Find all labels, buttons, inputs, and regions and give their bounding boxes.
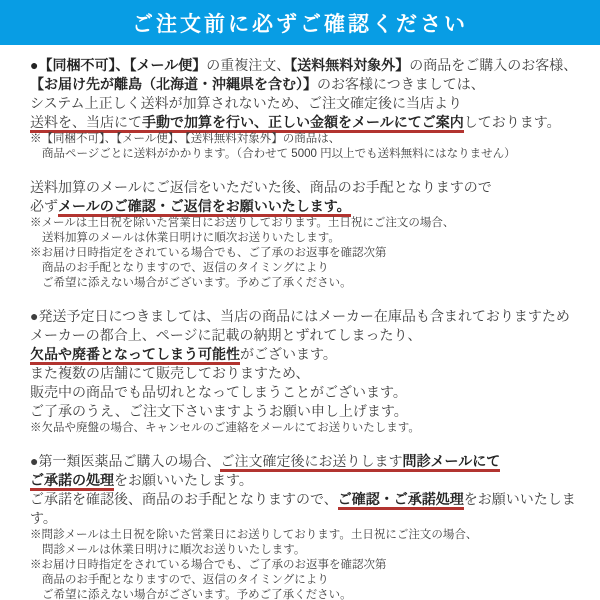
text-segment: のお客様につきましては、 [317,76,485,92]
red-underlined-text: 送料を、当店にて [30,114,142,133]
notice-section-1 [30,56,584,162]
text-line [30,231,584,246]
text-line [30,452,584,471]
text-line [30,543,584,558]
text-line [30,261,584,276]
text-line [30,421,584,436]
text-line [30,56,584,75]
text-segment: 問診メールは休業日明けに順次お送りいたします。 [42,544,306,556]
red-underlined-text: ご承諾の処理 [30,472,114,491]
notice-section-4 [30,452,584,600]
text-segment: がございます。 [240,346,337,362]
text-segment: ご希望に添えない場合がございます。予めご了承ください。 [42,277,352,289]
red-underlined-text: 手動で加算を行い、正しい金額をメールにてご案内 [142,114,464,133]
text-line [30,402,584,421]
text-segment: ※お届け日時指定をされている場合でも、ご了承のお返事を確認次第 [30,247,387,259]
text-segment: ※お届け日時指定をされている場合でも、ご了承のお返事を確認次第 [30,559,387,571]
text-segment: の商品をご購入のお客様、 [409,57,578,73]
red-underlined-text: メールのご確認・ご返信をお願いいたします。 [58,198,351,217]
text-line [30,276,584,291]
text-segment: 【送料無料対象外】 [290,57,410,73]
text-line [30,132,584,147]
text-segment: 販売中の商品でも品切れとなってしまうことがございます。 [30,384,407,400]
red-underlined-text: ご注文確定後にお送りします [220,453,402,472]
red-underlined-text: 問診メールにて [402,453,500,472]
text-line [30,528,584,543]
text-segment: ご希望に添えない場合がございます。予めご了承ください。 [42,589,352,600]
text-segment: をお願いいたします。 [114,472,253,488]
text-segment: ● [30,57,39,73]
notice-section-3 [30,307,584,436]
text-segment: ご承諾を確認後、商品のお手配となりますので、 [30,491,338,507]
text-line [30,147,584,162]
text-segment: ●発送予定日につきましては、当店の商品にはメーカー在庫品も含まれておりますため [30,308,570,324]
notice-title: ご注文前に必ずご確認ください [132,12,468,36]
text-segment: メーカーの都合上、ページに記載の納期とずれてしまったり、 [30,327,422,343]
text-segment: しております。 [463,114,561,130]
text-line [30,364,584,383]
text-segment: ※欠品や廃盤の場合、キャンセルのご連絡をメールにてお送りいたします。 [30,422,420,434]
red-underlined-text: 欠品や廃番となってしまう可能性 [30,346,240,365]
text-segment: ご了承のうえ、ご注文下さいますようお願い申し上げます。 [30,403,408,419]
text-segment: システム上正しく送料が加算されないため、ご注文確定後に当店より [30,95,463,111]
text-segment: 商品ページごとに送料がかかります。（合わせて 5000 円以上でも送料無料にはなりません） [42,148,516,160]
text-line [30,307,584,326]
text-segment: 必ず [30,198,58,214]
text-line [30,345,584,364]
text-line [30,178,584,197]
notice-header-banner [0,0,600,45]
text-line [30,246,584,261]
text-line [30,558,584,573]
text-line [30,94,584,113]
red-underlined-text: ご確認・ご承諾処理 [338,491,464,510]
text-line [30,573,584,588]
text-segment: ※【同梱不可】、【メール便】、【送料無料対象外】の商品は、 [30,133,341,145]
text-line [30,216,584,231]
text-line [30,490,584,528]
text-segment: 送料加算のメールにご返信をいただいた後、商品のお手配となりますので [30,179,492,195]
notice-section-2 [30,178,584,291]
text-segment: 商品のお手配となりますので、返信のタイミングにより [42,262,329,274]
text-segment: 【お届け先が離島（北海道・沖縄県を含む）】 [30,76,317,92]
text-line [30,383,584,402]
text-segment: 送料加算のメールは休業日明けに順次お送りいたします。 [42,232,340,244]
notice-body [0,45,600,600]
text-line [30,588,584,600]
text-segment: また複数の店舗にて販売しておりますため、 [30,365,310,381]
text-line [30,75,584,94]
text-line [30,197,584,216]
text-segment: 商品のお手配となりますので、返信のタイミングにより [42,574,329,586]
text-line [30,326,584,345]
text-segment: ※問診メールは土日祝を除いた営業日にお送りしております。土日祝にご注文の場合、 [30,529,478,541]
text-line [30,471,584,490]
text-line [30,113,584,132]
text-segment: ●第一類医薬品ご購入の場合、 [30,453,221,469]
text-segment: をお願いいたします。 [30,491,576,526]
text-segment: ※メールは土日祝を除いた営業日にお送りしております。土日祝にご注文の場合、 [30,217,455,229]
text-segment: 【同梱不可】、【メール便】 [38,57,207,73]
text-segment: の重複注文、 [206,57,291,73]
